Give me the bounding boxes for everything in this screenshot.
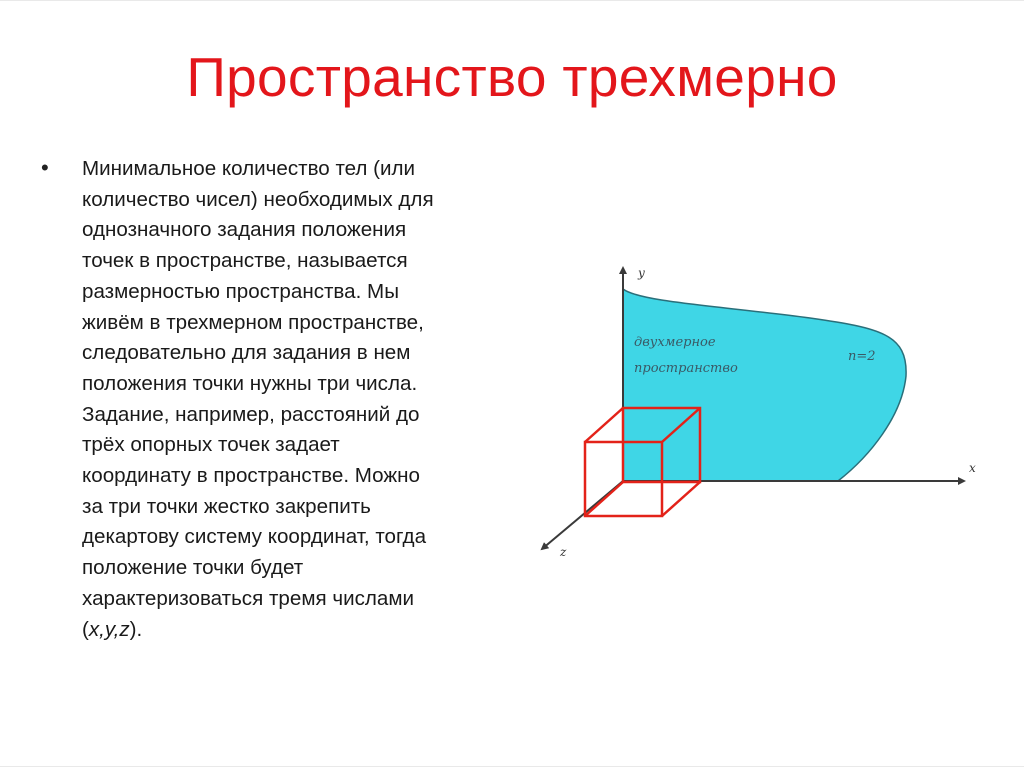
y-axis-label: y <box>638 266 645 280</box>
coordinate-figure <box>530 256 1000 576</box>
z-axis-label: z <box>560 545 567 559</box>
paragraph-line: трёх опорных точек задает <box>82 433 340 457</box>
paren-open: ( <box>82 617 89 641</box>
paragraph-line: декартову систему координат, тогда <box>82 525 427 549</box>
paragraph-line: однозначного задания положения <box>82 218 407 242</box>
paragraph-line: Задание, например, расстояний до <box>82 402 420 426</box>
paragraph-line: характеризоваться тремя числами <box>82 586 415 610</box>
paren-close: ). <box>129 617 143 641</box>
paragraph-line: положения точки нужны три числа. <box>82 371 418 395</box>
plane-label-line1: двухмерное <box>634 335 716 350</box>
coordinate-variables: x,y,z <box>88 617 130 641</box>
plane-region <box>623 289 906 481</box>
paragraph-line-last <box>82 615 528 646</box>
slide-title: Пространство трехмерно <box>186 46 838 108</box>
paragraph-line: следовательно для задания в нем <box>82 341 411 365</box>
paragraph-line: точек в пространстве, называется <box>82 249 408 273</box>
plane-dimension-label: n=2 <box>848 349 876 364</box>
paragraph-line: Минимальное количество тел (или <box>82 157 416 180</box>
paragraph-line: размерностью пространства. Мы <box>82 279 399 303</box>
paragraph-line: координату в пространстве. Можно <box>82 464 420 488</box>
plane-label-line2: пространство <box>634 361 738 376</box>
paragraph-line: количество чисел) необходимых для <box>82 187 434 211</box>
body-paragraph <box>82 154 528 645</box>
bullet-icon: • <box>41 155 49 180</box>
paragraph-line: за три точки жестко закрепить <box>82 494 371 518</box>
x-axis-label: x <box>969 461 976 475</box>
paragraph-line: положение точки будет <box>82 556 304 580</box>
coordinate-diagram <box>530 256 1000 576</box>
paragraph-line: живём в трехмерном пространстве, <box>82 310 424 334</box>
